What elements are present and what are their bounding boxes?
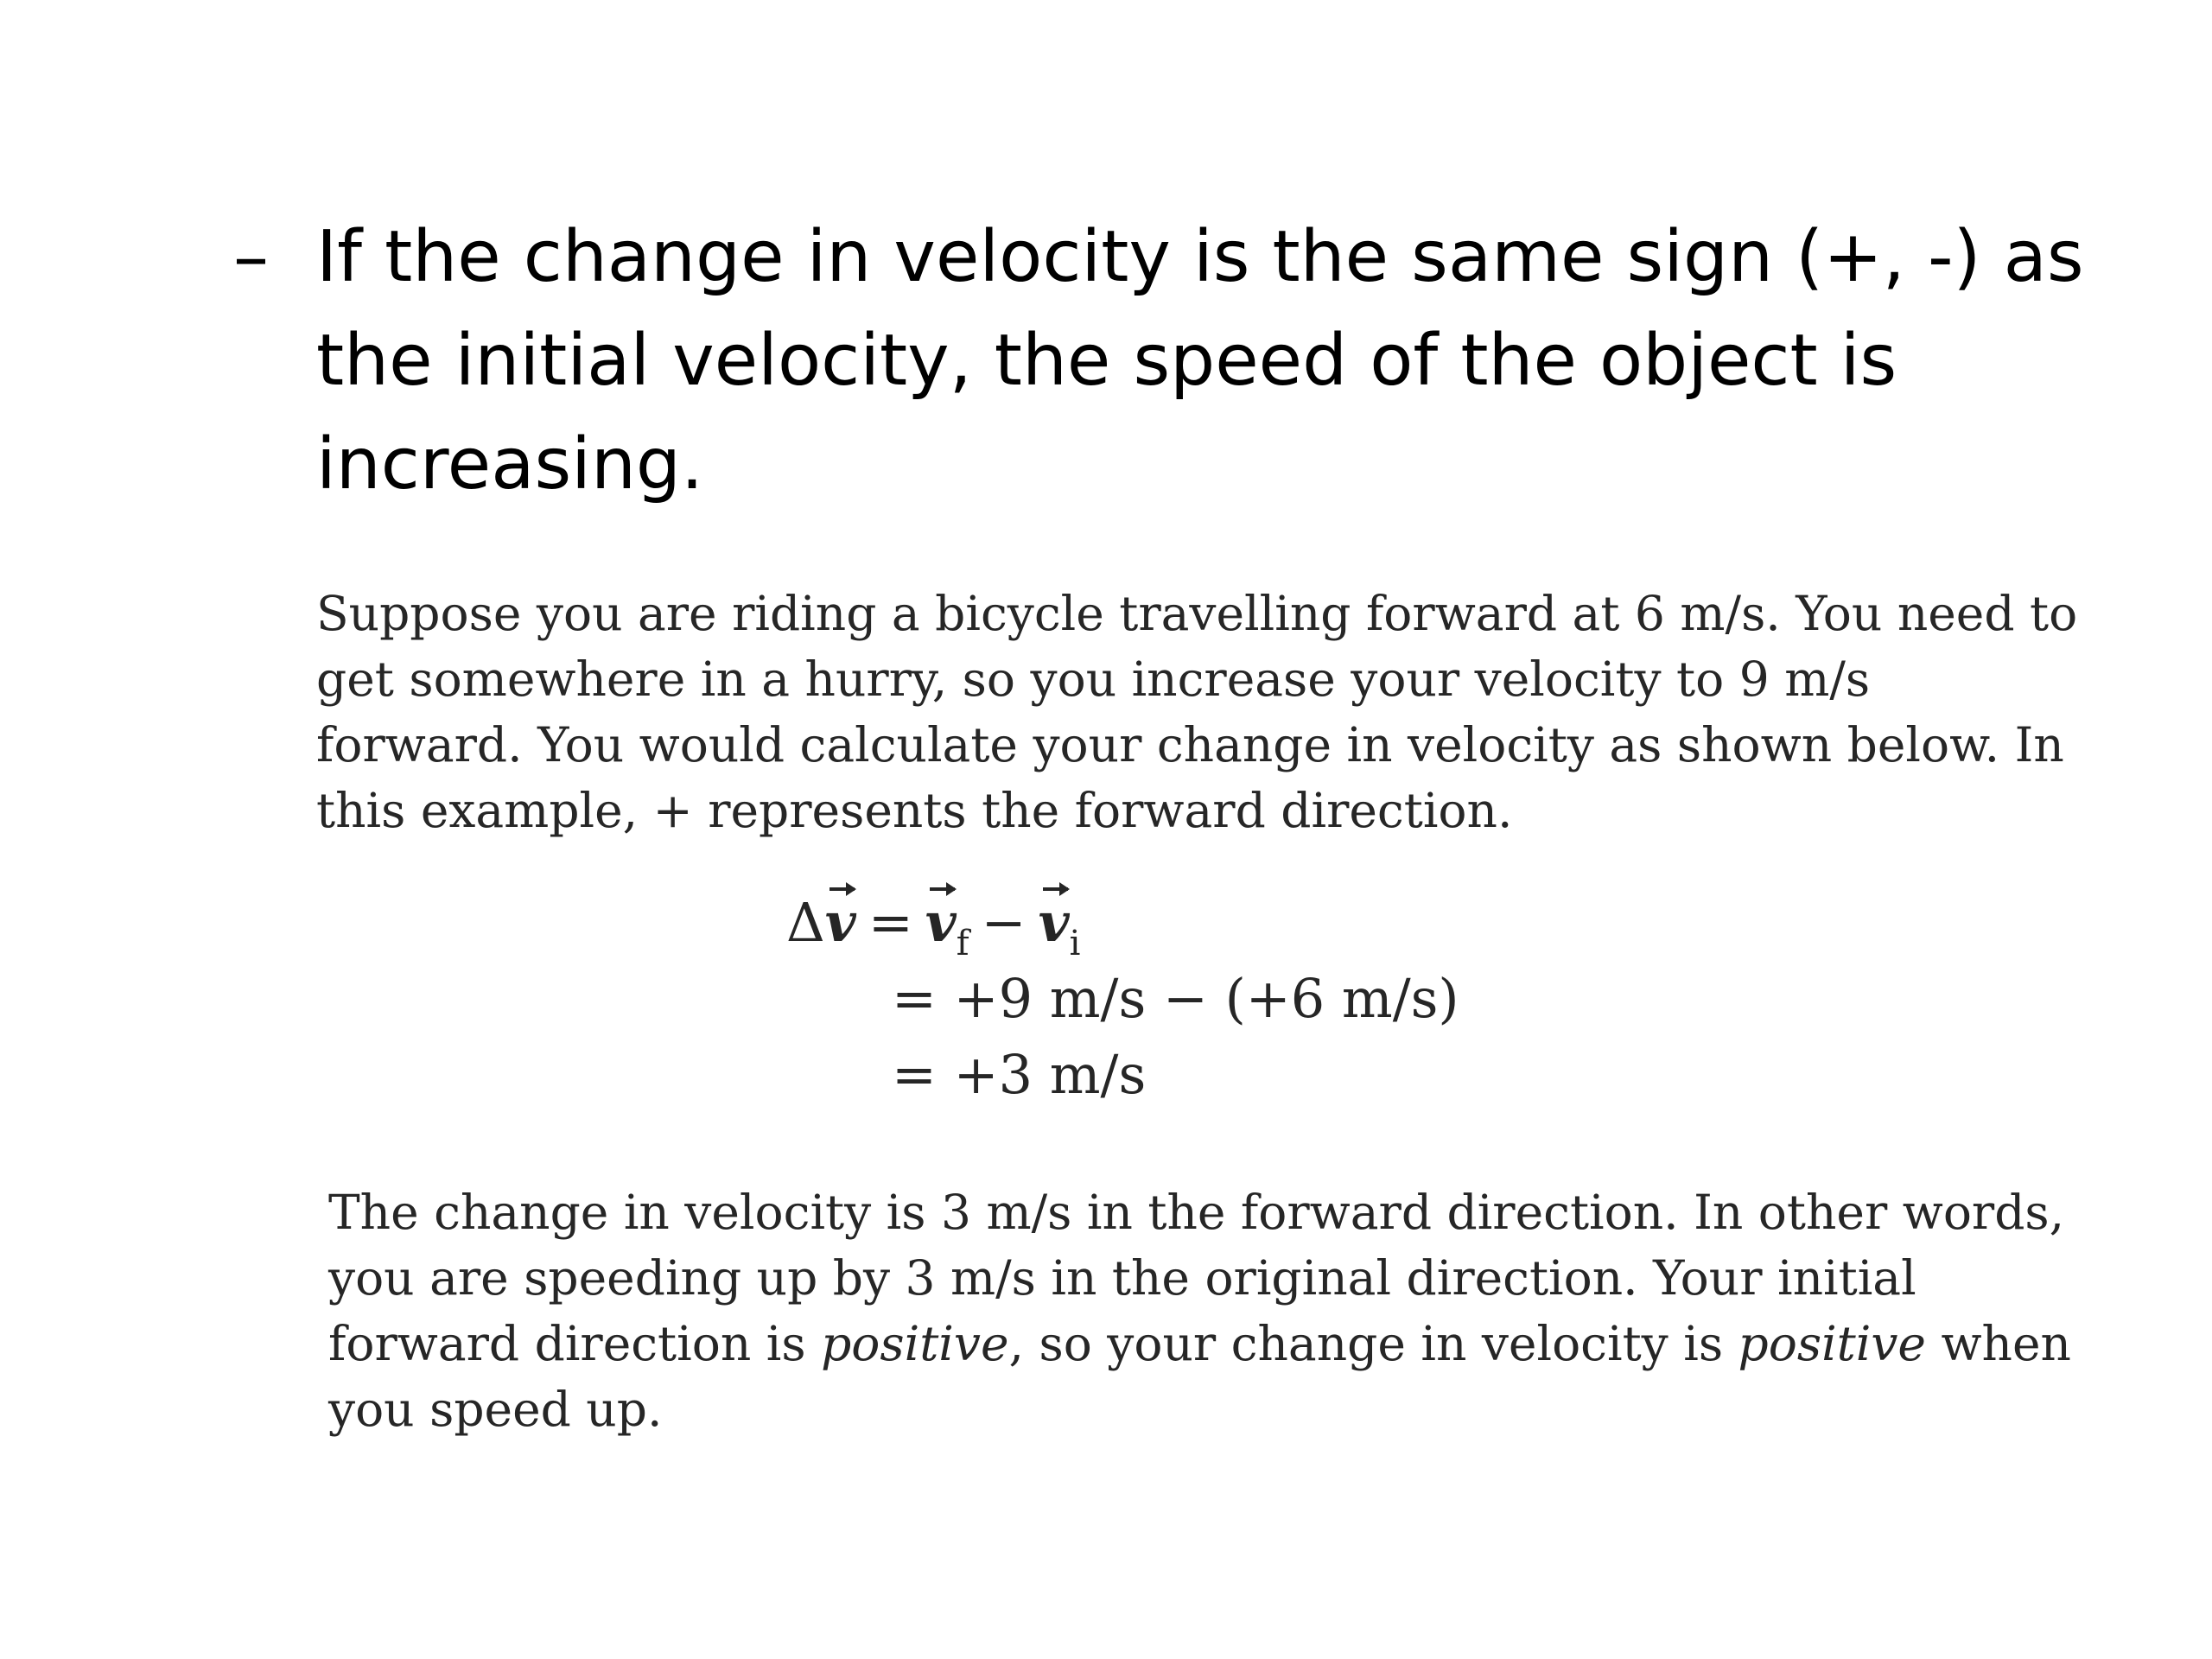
text-run: when	[1925, 1316, 2071, 1371]
bullet-text	[316, 206, 2084, 517]
equation-row-result: = +3 m/s	[892, 1043, 1147, 1106]
final-velocity-vector: v	[925, 886, 957, 960]
initial-subscript: i	[1069, 924, 1081, 963]
paragraph-line: The change in velocity is 3 m/s in the forward direction. In other words,	[328, 1185, 2065, 1240]
example-paragraph	[316, 581, 2078, 843]
delta-symbol: Δ	[786, 891, 825, 954]
emphasis-positive: positive	[821, 1316, 1009, 1371]
conclusion-paragraph	[328, 1179, 2071, 1442]
paragraph-line	[328, 1311, 2071, 1376]
bullet-line: the initial velocity, the speed of the object is	[316, 320, 1897, 402]
final-subscript: f	[956, 924, 969, 963]
text-run: , so your change in velocity is	[1008, 1316, 1738, 1371]
paragraph-line: this example, + represents the forward direction.	[316, 783, 1513, 838]
bullet-dash: –	[233, 216, 269, 298]
paragraph-line: you are speeding up by 3 m/s in the original direction. Your initial	[328, 1250, 1916, 1306]
paragraph-line: you speed up.	[328, 1382, 663, 1437]
bullet-line: If the change in velocity is the same sign (+, -) as	[316, 216, 2084, 298]
paragraph-line: forward. You would calculate your change in velocity as shown below. In	[316, 717, 2064, 772]
velocity-equation	[786, 886, 1650, 1136]
text-run: forward direction is	[328, 1316, 822, 1371]
equation-row-substitution: = +9 m/s − (+6 m/s)	[892, 967, 1459, 1030]
paragraph-line: get somewhere in a hurry, so you increase your velocity to 9 m/s	[316, 652, 1871, 707]
equals-sign: =	[868, 891, 913, 954]
initial-velocity-vector: v	[1039, 886, 1070, 960]
paragraph-line: Suppose you are riding a bicycle travelling forward at 6 m/s. You need to	[316, 586, 2078, 641]
minus-sign: −	[981, 891, 1027, 954]
velocity-vector: v	[825, 886, 856, 960]
bullet-line: increasing.	[316, 423, 704, 505]
emphasis-positive: positive	[1738, 1316, 1926, 1371]
